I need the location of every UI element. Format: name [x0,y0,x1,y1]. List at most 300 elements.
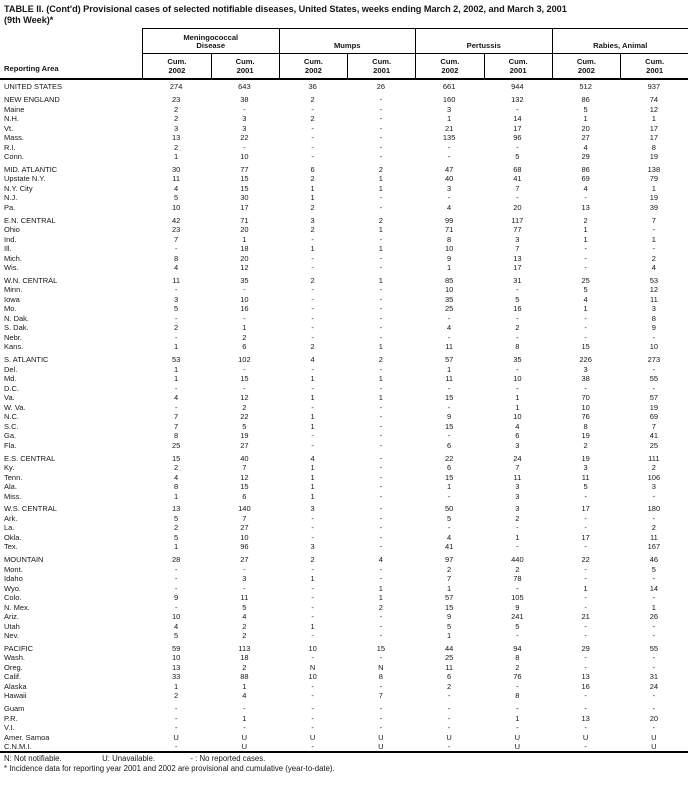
value-cell: - [652,364,656,374]
value-cell: - [584,383,587,393]
value-cell: - [516,723,519,733]
table-row [0,225,688,235]
value-cell: 1 [378,174,383,184]
value-cell: 13 [581,202,590,212]
value-cell: 8 [447,234,452,244]
value-cell: - [584,593,587,603]
value-cell: 38 [581,374,590,384]
value-cell: 1 [447,263,452,273]
value-cell: 71 [444,225,454,235]
value-cell: - [652,653,656,663]
value-cell: - [311,564,314,574]
value-cell: 12 [240,472,249,482]
value-cell: 22 [240,133,249,143]
value-cell: - [379,313,383,323]
value-cell: 132 [511,95,524,105]
reporting-area-cell: Calif. [4,672,22,682]
value-cell: - [174,713,178,723]
value-cell: - [447,402,451,412]
value-cell: - [379,402,383,412]
value-cell: 5 [651,564,656,574]
value-cell: - [447,332,451,342]
value-cell: 2 [174,463,179,473]
value-cell: 2 [583,440,588,450]
value-cell: 1 [651,183,656,193]
value-cell: - [174,313,178,323]
reporting-area-cell: N. Mex. [4,602,30,612]
value-cell: 33 [171,672,181,682]
value-cell: 10 [649,342,659,352]
table-row [0,644,688,654]
value-cell: 2 [242,621,247,631]
value-cell: - [584,564,587,574]
value-cell: 18 [240,653,249,663]
table-row [0,682,688,692]
table-row [0,431,688,441]
value-cell: - [584,193,587,203]
value-cell: U [514,732,521,742]
value-cell: - [311,691,314,701]
value-cell: - [174,602,178,612]
value-cell: 50 [444,504,454,514]
value-cell: - [174,383,178,393]
value-cell: 8 [515,691,520,701]
value-cell: 47 [444,164,454,174]
value-cell: 11 [649,294,658,304]
table-row [0,472,688,482]
table-row [0,383,688,393]
value-cell: - [584,602,587,612]
value-cell: - [584,263,587,273]
value-cell: 53 [649,275,659,285]
value-cell: 71 [240,215,249,225]
value-cell: - [311,532,314,542]
value-cell: - [379,482,383,492]
value-cell: 1 [447,583,452,593]
reporting-area-cell: Maine [4,104,25,114]
value-cell: 1 [378,583,383,593]
value-cell: 105 [511,593,524,603]
value-cell: - [243,704,246,714]
value-cell: 10 [240,152,249,162]
table-row [0,133,688,143]
value-cell: 5 [174,513,179,523]
value-cell: 15 [171,453,181,463]
value-cell: U [651,732,657,742]
value-cell: 2 [174,104,179,114]
value-cell: - [311,133,314,143]
value-cell: 25 [444,304,454,314]
value-cell: 9 [447,412,452,422]
value-cell: 1 [583,225,588,235]
value-cell: 2 [174,114,179,124]
table-row [0,463,688,473]
value-cell: 4 [651,263,656,273]
table-row [0,304,688,314]
value-cell: 20 [581,123,590,133]
value-cell: - [311,234,314,244]
value-cell: 3 [310,504,315,514]
value-cell: 1 [310,193,315,203]
value-cell: 1 [583,114,588,124]
value-cell: 19 [581,453,590,463]
value-cell: 1 [174,542,179,552]
value-cell: 16 [581,681,590,691]
value-cell: 5 [174,193,179,203]
reporting-area-cell: MOUNTAIN [4,555,44,565]
value-cell: 1 [242,323,247,333]
value-cell: 12 [240,263,249,273]
value-cell: 7 [651,421,656,431]
value-cell: 2 [515,513,520,523]
reporting-area-cell: Okla. [4,532,22,542]
value-cell: - [379,332,383,342]
value-cell: - [379,723,383,733]
value-cell: 3 [515,440,520,450]
value-cell: - [379,123,383,133]
value-cell: - [243,142,246,152]
value-cell: 28 [171,555,181,565]
value-cell: 24 [513,453,522,463]
value-cell: 2 [378,355,383,365]
table-row [0,412,688,422]
value-cell: 35 [444,294,454,304]
value-cell: - [584,313,587,323]
value-cell: - [379,202,383,212]
value-cell: 17 [581,532,590,542]
value-cell: - [652,513,656,523]
reporting-area-cell: S.C. [4,421,19,431]
value-cell: 70 [581,393,590,403]
value-cell: - [584,662,587,672]
value-cell: 9 [651,323,656,333]
reporting-area-header: Reporting Area [4,64,59,73]
value-cell: 8 [515,342,520,352]
reporting-area-cell: Ariz. [4,612,19,622]
value-cell: 6 [242,491,247,501]
value-cell: - [311,681,314,691]
value-cell: 17 [513,123,522,133]
value-cell: 97 [444,555,454,565]
value-cell: 2 [447,681,452,691]
value-cell: 42 [171,215,181,225]
value-cell: 111 [648,453,660,463]
value-cell: - [174,332,178,342]
value-cell: 10 [240,294,249,304]
table-row [0,114,688,124]
group-label-mumps [280,29,416,54]
reporting-area-cell: Wis. [4,263,19,273]
value-cell: 11 [172,275,181,285]
group-label-pertussis [416,29,552,54]
table-row [0,631,688,641]
value-cell: 9 [447,612,452,622]
value-cell: 1 [447,364,452,374]
value-cell: - [379,453,383,463]
value-cell: - [447,152,451,162]
subcolumns [280,54,416,79]
value-cell: 10 [171,202,181,212]
table-row [0,663,688,673]
reporting-area-cell: N.Y. City [4,183,33,193]
reporting-area-cell: E.S. CENTRAL [4,453,56,463]
value-cell: - [311,364,314,374]
value-cell: 4 [310,355,315,365]
subcolumns [416,54,552,79]
reporting-area-cell: N.H. [4,114,19,124]
table-row [0,374,688,384]
value-cell: 13 [581,672,590,682]
value-cell: 15 [444,393,454,403]
value-cell: 1 [174,152,179,162]
value-cell: 7 [174,234,179,244]
value-cell: 1 [310,574,315,584]
table-row [0,504,688,514]
table-row [0,653,688,663]
value-cell: 1 [651,114,656,124]
value-cell: 1 [651,602,656,612]
value-cell: 1 [310,621,315,631]
value-cell: 1 [310,472,315,482]
value-cell: - [311,142,314,152]
value-cell: 7 [515,244,520,254]
value-cell: 7 [515,463,520,473]
value-cell: 29 [581,643,590,653]
value-cell: 1 [242,681,247,691]
value-cell: 96 [513,133,522,143]
group-label-line2: Mumps [333,41,361,51]
value-cell: - [379,523,383,533]
value-cell: 13 [171,662,181,672]
value-cell: 1 [447,114,452,124]
value-cell: 13 [171,504,181,514]
table-row [0,704,688,714]
value-cell: - [584,742,587,752]
value-cell: - [174,723,178,733]
footnote-asterisk: * Incidence data for reporting year 2001 and 2002 are provisional and cumulative (year-to-date). [4,764,335,773]
value-cell: - [243,313,246,323]
table-row [0,533,688,543]
value-cell: - [584,574,587,584]
footnote-legend [4,754,684,764]
reporting-area-cell: Kans. [4,342,24,352]
subcol-cum-2002: Cum. 2002 [303,56,323,75]
value-cell: 117 [511,215,524,225]
value-cell: - [311,440,314,450]
value-cell: - [516,523,519,533]
value-cell: - [311,294,314,304]
value-cell: - [584,653,587,663]
value-cell: - [311,612,314,622]
value-cell: 86 [581,95,590,105]
value-cell: - [379,142,383,152]
value-cell: - [311,253,314,263]
value-cell: 3 [583,364,588,374]
value-cell: 19 [649,152,659,162]
value-cell: 4 [242,691,247,701]
reporting-area-cell: N. Dak. [4,313,30,323]
reporting-area-cell: C.N.M.I. [4,742,32,752]
reporting-area-cell: R.I. [4,142,16,152]
value-cell: - [379,532,383,542]
value-cell: 94 [513,643,522,653]
value-cell: 10 [581,402,590,412]
value-cell: - [584,513,587,523]
value-cell: 106 [647,472,661,482]
value-cell: - [311,263,314,273]
value-cell: 160 [442,95,456,105]
value-cell: 46 [649,555,659,565]
value-cell: 1 [310,393,315,403]
value-cell: - [447,142,451,152]
value-cell: 76 [513,672,522,682]
value-cell: 6 [310,164,315,174]
subcol-cum-2001: Cum. 2001 [347,54,415,79]
reporting-area-cell: Conn. [4,152,25,162]
value-cell: - [584,691,587,701]
value-cell: 6 [447,440,452,450]
table-row [0,393,688,403]
table-header [0,28,688,78]
value-cell: - [174,564,178,574]
value-cell: 2 [378,164,383,174]
reporting-area-cell: NEW ENGLAND [4,95,60,105]
table-row [0,263,688,273]
subcol-cum-2001: Cum. 2001 [484,54,552,79]
value-cell: 1 [378,393,383,403]
value-cell: 2 [515,323,520,333]
value-cell: - [379,193,383,203]
value-cell: 79 [649,174,659,184]
subcol-cum-2002: Cum. 2002 [167,56,187,75]
value-cell: 2 [651,463,656,473]
value-cell: 27 [581,133,590,143]
value-cell: 1 [378,275,383,285]
value-cell: - [584,244,587,254]
value-cell: 57 [649,393,659,403]
value-cell: 19 [240,431,249,441]
table-row [0,421,688,431]
table-row [0,482,688,492]
value-cell: 77 [513,225,522,235]
value-cell: 78 [513,574,522,584]
value-cell: - [243,285,246,295]
value-cell: - [311,713,314,723]
table-title-line2: (9th Week)* [4,14,54,25]
value-cell: 40 [240,453,249,463]
value-cell: 19 [581,431,590,441]
reporting-area-cell: Iowa [4,294,20,304]
value-cell: 1 [174,374,179,384]
value-cell: 21 [581,612,590,622]
value-cell: - [243,583,246,593]
value-cell: 8 [515,653,520,663]
value-cell: 1 [174,491,179,501]
value-cell: 3 [583,463,588,473]
table-row [0,215,688,225]
value-cell: 2 [515,564,520,574]
value-cell: - [311,323,314,333]
value-cell: 10 [171,653,181,663]
value-cell: 27 [240,440,249,450]
value-cell: - [447,523,451,533]
value-cell: - [447,723,451,733]
reporting-area-cell: Ind. [4,234,17,244]
table-row [0,95,688,105]
value-cell: 12 [240,393,249,403]
value-cell: 20 [649,713,659,723]
reporting-area-cell: Mont. [4,564,23,574]
value-cell: - [652,593,656,603]
value-cell: - [311,152,314,162]
value-cell: 15 [240,183,249,193]
value-cell: 2 [242,662,247,672]
value-cell: 17 [649,133,659,143]
value-cell: - [379,304,383,314]
table-row [0,142,688,152]
value-cell: - [311,523,314,533]
footnotes [4,754,684,774]
value-cell: 7 [651,215,656,225]
table-row [0,342,688,352]
value-cell: - [447,431,451,441]
reporting-area-cell: Va. [4,393,15,403]
table-row [0,276,688,286]
value-cell: - [174,285,178,295]
value-cell: 5 [515,621,520,631]
value-cell: 1 [651,234,656,244]
value-cell: 41 [649,431,659,441]
table-row [0,723,688,733]
value-cell: 15 [376,643,386,653]
value-cell: - [379,704,383,714]
value-cell: 944 [511,82,524,92]
value-cell: - [174,244,178,254]
table-row [0,253,688,263]
reporting-area-cell: S. Dak. [4,323,29,333]
value-cell: 7 [174,412,179,422]
value-cell: - [652,225,656,235]
value-cell: 30 [240,193,249,203]
value-cell: 10 [444,244,454,254]
value-cell: 3 [515,504,520,514]
value-cell: 10 [513,374,522,384]
reporting-area-cell: Amer. Samoa [4,732,50,742]
value-cell: - [447,713,451,723]
reporting-area-cell: P.R. [4,713,18,723]
value-cell: - [652,691,656,701]
value-cell: - [447,193,451,203]
value-cell: 1 [242,713,247,723]
value-cell: 1 [583,304,588,314]
subcol-cum-2002: Cum. 2002 [576,56,596,75]
value-cell: - [516,142,519,152]
value-cell: - [584,631,587,641]
value-cell: 13 [171,133,181,143]
value-cell: - [243,383,246,393]
value-cell: 13 [581,713,590,723]
value-cell: - [379,421,383,431]
value-cell: 8 [174,482,179,492]
value-cell: 10 [444,285,454,295]
value-cell: 3 [515,482,520,492]
value-cell: 3 [242,114,247,124]
value-cell: - [311,313,314,323]
table-row [0,574,688,584]
table-row [0,234,688,244]
value-cell: 69 [581,174,590,184]
value-cell: 5 [242,421,247,431]
